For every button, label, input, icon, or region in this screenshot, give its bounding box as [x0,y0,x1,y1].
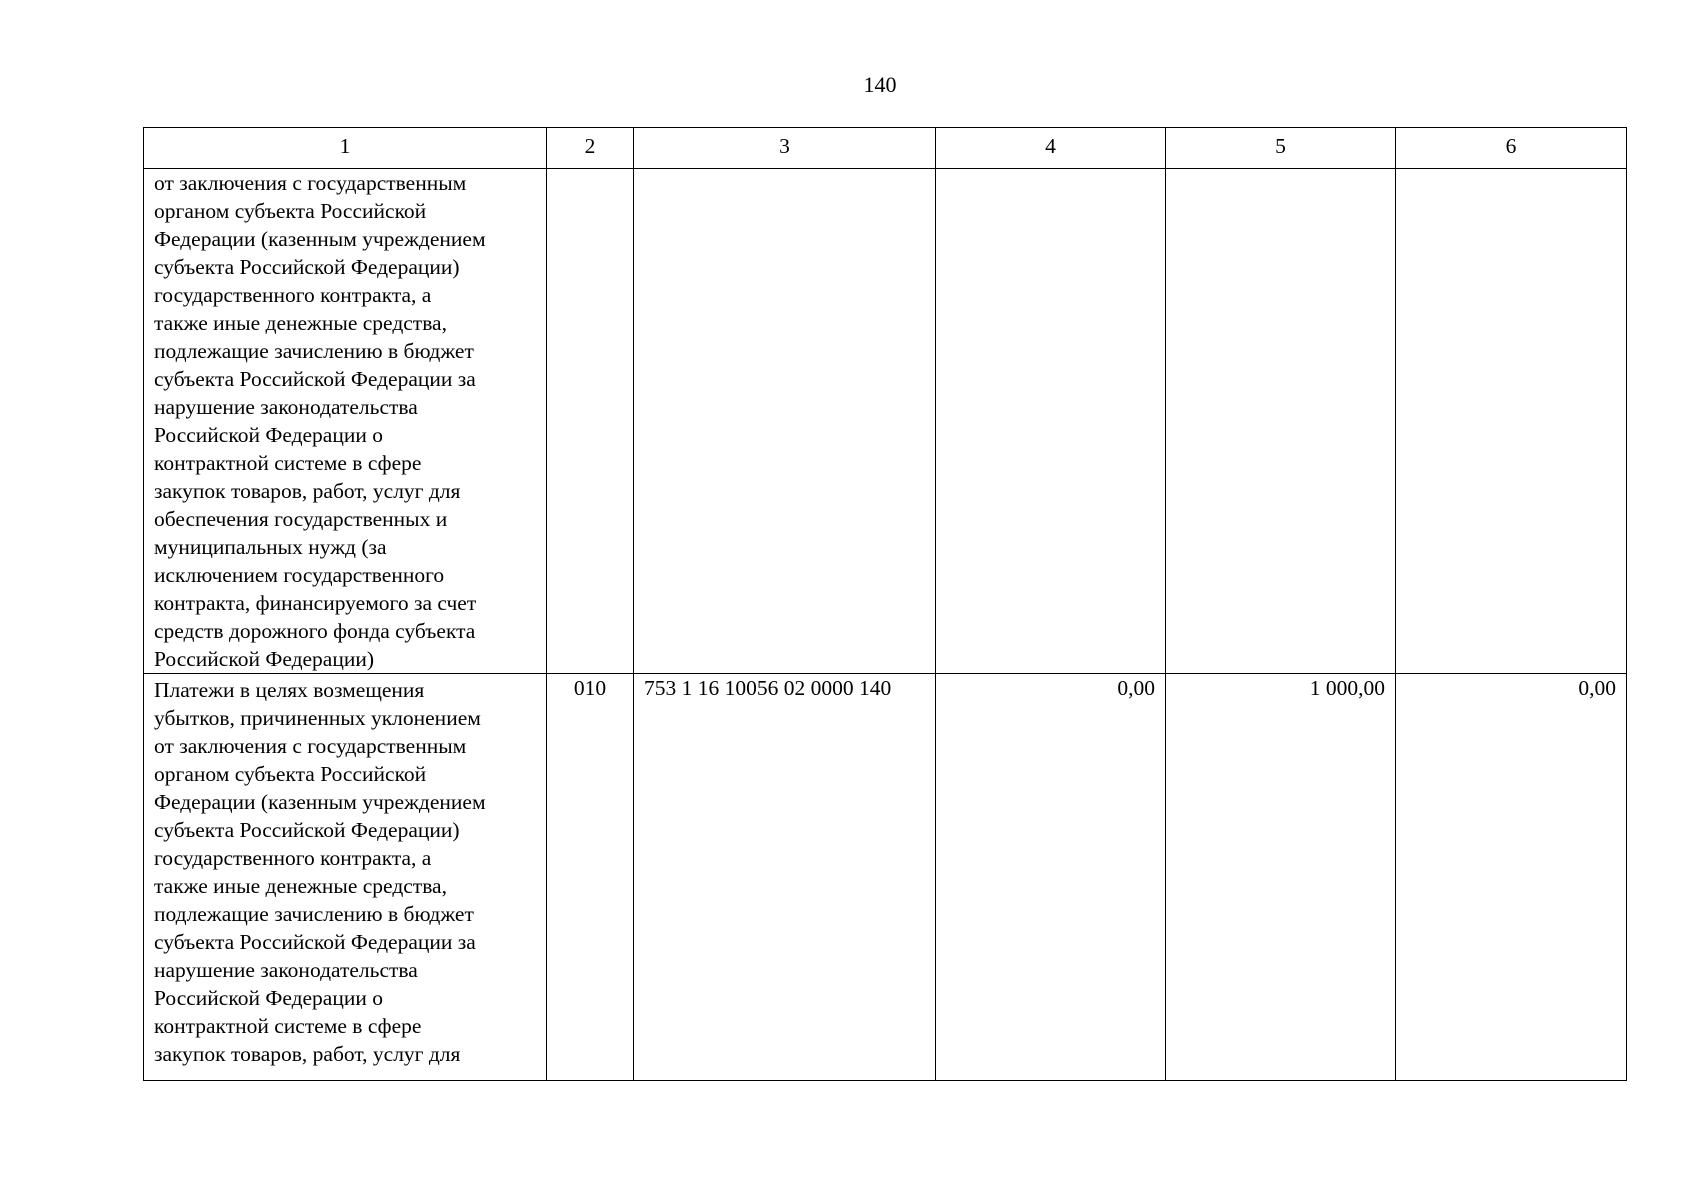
row-code: 010 [547,674,634,1081]
table-row [144,169,1627,674]
row-value-5 [1166,169,1396,674]
row-value-5: 1 000,00 [1166,674,1396,1081]
column-header-2: 2 [547,128,634,169]
row-value-4: 0,00 [936,674,1166,1081]
row-kbk: 753 1 16 10056 02 0000 140 [634,674,936,1081]
column-header-4: 4 [936,128,1166,169]
row-description: от заключения с государственным органом субъекта Российской Федерации (казенным учреждением субъекта Российской Федерации) государственного контракта, а также иные денежные средства, подлежащие зачислению в бюджет субъекта Российской Федерации за нарушение законодательства Российской Федерации о контрактной системе в сфере закупок товаров, работ, услуг для обеспечения государственных и муниципальных нужд (за исключением государственного контракта, финансируемого за счет средств дорожного фонда субъекта Российской Федерации) [144,169,547,674]
row-value-6 [1396,169,1627,674]
header-row [144,128,1627,169]
column-header-6: 6 [1396,128,1627,169]
row-value-4 [936,169,1166,674]
table-row [144,674,1627,1081]
budget-table [143,127,1627,1081]
row-description: Платежи в целях возмещения убытков, причиненных уклонением от заключения с государственным органом субъекта Российской Федерации (казенным учреждением субъекта Российской Федерации) государственного контракта, а также иные денежные средства, подлежащие зачислению в бюджет субъекта Российской Федерации за нарушение законодательства Российской Федерации о контрактной системе в сфере закупок товаров, работ, услуг для [144,674,547,1081]
column-header-3: 3 [634,128,936,169]
column-header-1: 1 [144,128,547,169]
page-number: 140 [863,72,897,97]
row-code [547,169,634,674]
column-header-5: 5 [1166,128,1396,169]
row-kbk [634,169,936,674]
row-value-6: 0,00 [1396,674,1627,1081]
